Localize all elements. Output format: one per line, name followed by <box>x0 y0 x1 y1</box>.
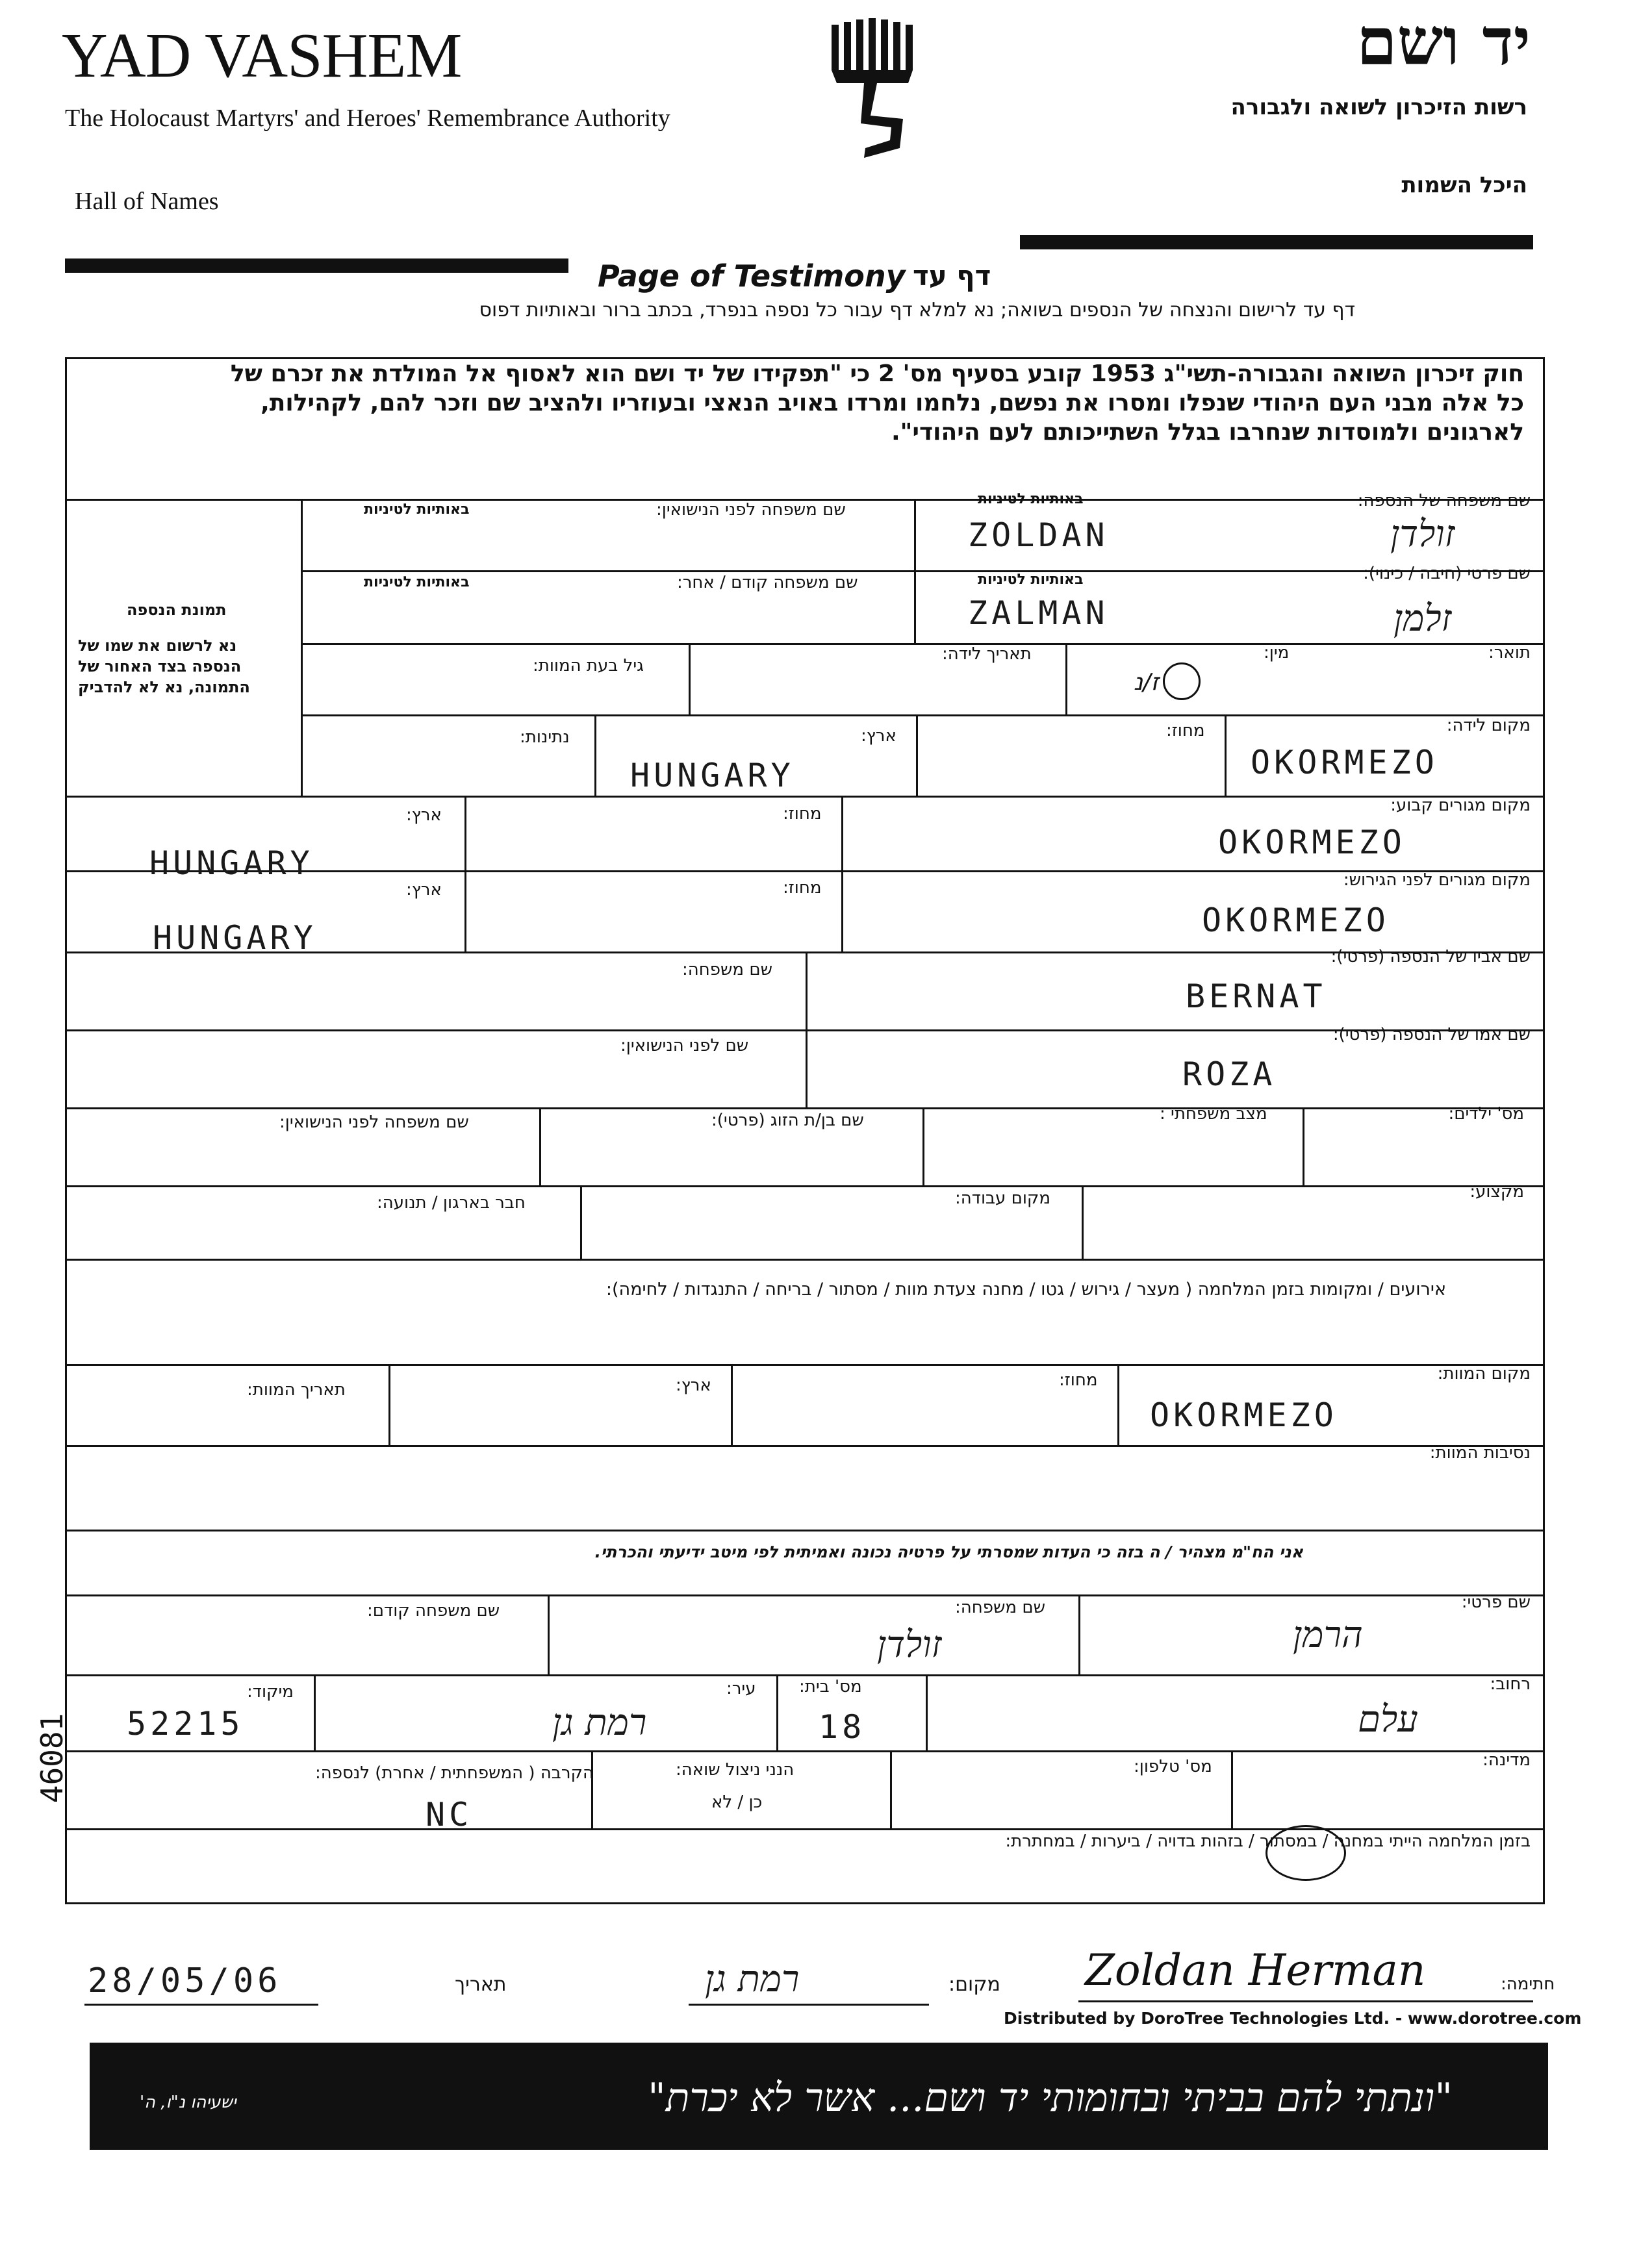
label-workplace: מקום עבודה: <box>955 1189 1051 1208</box>
label-wartime-events: אירועים / ומקומות בזמן המלחמה ( מעצר / גירוש / גטו / מחנה צעדת מוות / מסתור / בריחה / התנגדות / לחימה): <box>605 1279 1446 1300</box>
value-surname-he[interactable]: זולדן <box>1390 513 1455 555</box>
value-sub-surname[interactable]: זולדן <box>877 1624 942 1666</box>
label-death-circumstances: נסיבות המוות: <box>1429 1443 1531 1463</box>
label-sub-surname: שם משפחה: <box>955 1598 1045 1617</box>
label-country-2: ארץ: <box>406 805 442 825</box>
distributor-note: Distributed by DoroTree Technologies Ltd. - www.dorotree.com <box>1004 2009 1582 2028</box>
value-first-he[interactable]: זלמן <box>1393 598 1452 640</box>
label-signature: חתימה: <box>1501 1974 1555 1994</box>
label-latin-2: באותיות לטיניות <box>364 501 470 518</box>
label-age-at-death: גיל בעת המוות: <box>533 656 644 675</box>
photo-box-text-3: התמונה, נא לא להדביק <box>78 678 250 696</box>
label-first-name: שם פרטי (חיבה / כינוי): <box>1363 564 1531 583</box>
label-during-war: בזמן המלחמה הייתי במחנה / במסתור / בזהות בדויה / ביערות / במחתרת: <box>1005 1832 1531 1851</box>
value-place[interactable]: רמת גן <box>705 1958 800 2000</box>
camp-circle <box>1266 1825 1346 1881</box>
label-maiden-short: שם לפני הנישואין: <box>620 1036 749 1055</box>
value-surname-latin[interactable]: ZOLDAN <box>968 516 1109 554</box>
value-first-latin[interactable]: ZALMAN <box>968 594 1109 632</box>
photo-box-title: תמונת הנספה <box>127 601 227 619</box>
label-state: מדינה: <box>1482 1750 1531 1770</box>
label-num-children: מס' ילדים: <box>1448 1104 1524 1124</box>
label-zip: מיקוד: <box>247 1682 294 1702</box>
label-relation: הקרבה ( המשפחתית / אחרת) לנספה: <box>315 1763 594 1783</box>
gender-circle <box>1163 662 1201 700</box>
label-family-name: שם משפחה: <box>682 960 772 979</box>
value-birth-country[interactable]: HUNGARY <box>630 757 795 794</box>
value-relation[interactable]: NC <box>426 1796 473 1833</box>
label-prev-surname: שם משפחה קודם / אחר: <box>677 573 858 592</box>
value-gender[interactable]: ז/נ <box>1134 669 1160 696</box>
label-latin-3: באותיות לטיניות <box>978 572 1084 588</box>
label-profession: מקצוע: <box>1469 1182 1524 1202</box>
label-permanent-residence: מקום מגורים קבוע: <box>1390 796 1531 815</box>
label-latin-1: באותיות לטיניות <box>978 491 1084 507</box>
label-father-name: שם אביו של הנספה (פרטי): <box>1330 947 1531 966</box>
title-en: Page of Testimony <box>598 258 906 294</box>
label-country-4: ארץ: <box>676 1376 711 1395</box>
label-street: רחוב: <box>1490 1674 1531 1694</box>
label-mother-name: שם אמו של הנספה (פרטי): <box>1332 1025 1531 1044</box>
value-mother[interactable]: ROZA <box>1182 1055 1277 1093</box>
label-maiden-name: שם משפחה לפני הנישואין: <box>656 500 846 520</box>
label-yes-no: כן / לא <box>711 1793 763 1812</box>
value-father[interactable]: BERNAT <box>1186 977 1327 1015</box>
value-street[interactable]: עלם <box>1358 1698 1418 1741</box>
value-prewar-residence[interactable]: OKORMEZO <box>1202 901 1390 939</box>
label-region-1: מחוז: <box>1166 721 1205 740</box>
photo-box-text-1: נא לרשום את שמו של <box>78 636 237 655</box>
label-death-place: מקום המוות: <box>1437 1364 1531 1383</box>
law-text-2: כל אלה מבני העם היהודי שנפלו ומסרו את נפשם, נלחמו ומרדו באויב הנאצי ובעוזריו ולהציב שם וזכר להם, לקהילות, <box>261 390 1524 416</box>
label-survivor: הנני ניצול שואה: <box>676 1760 795 1780</box>
label-marital-status: מצב משפחתי : <box>1160 1104 1267 1124</box>
label-region-3: מחוז: <box>783 878 822 898</box>
label-victim-surname: שם משפחה של הנספה: <box>1357 491 1531 510</box>
org-name-en: YAD VASHEM <box>62 21 462 91</box>
header-rule-right <box>1020 235 1533 249</box>
authority-name-en: The Holocaust Martyrs' and Heroes' Remembrance Authority <box>65 105 670 132</box>
label-birth-place: מקום לידה: <box>1446 716 1531 735</box>
authority-name-he: רשות הזיכרון לשואה ולגבורה <box>1230 94 1527 120</box>
value-residence-country[interactable]: HUNGARY <box>149 844 314 882</box>
hall-name-en: Hall of Names <box>75 188 219 215</box>
label-birth-date: תאריך לידה: <box>942 644 1032 664</box>
law-text-3: לארגונים ולמוסדות שנחרבו בגלל השתייכותם לעם היהודי". <box>891 419 1524 446</box>
label-country-1: ארץ: <box>861 726 897 746</box>
value-residence[interactable]: OKORMEZO <box>1218 824 1406 861</box>
value-zip[interactable]: 52215 <box>127 1705 244 1743</box>
value-signature[interactable]: Zoldan Herman <box>1085 1945 1426 1995</box>
label-nationality: נתינות: <box>520 727 570 747</box>
label-sub-first-name: שם פרטי: <box>1461 1593 1531 1612</box>
label-place: מקום: <box>948 1973 1000 1996</box>
label-phone: מס' טלפון: <box>1134 1757 1212 1776</box>
law-text-1: חוק זיכרון השואה והגבורה-תשי"ג 1953 קובע בסעיף מס' 2 כי "תפקידו של יד ושם הוא לאסוף אל המולדת את זכרם של <box>230 360 1524 387</box>
label-member-org: חבר בארגון / תנועה: <box>377 1193 526 1213</box>
label-region-2: מחוז: <box>783 804 822 824</box>
label-spouse-maiden: שם משפחה לפני הנישואין: <box>279 1113 469 1132</box>
value-date[interactable]: 28/05/06 <box>88 1961 282 2000</box>
value-city[interactable]: רמת גן <box>552 1702 647 1744</box>
footer-source: ישעיהו נ"ו, ה' <box>140 2093 236 2112</box>
photo-box-text-2: הנספה בצד האחור של <box>78 657 242 675</box>
value-sub-first[interactable]: הרמן <box>1293 1614 1363 1656</box>
label-gender: מין: <box>1264 643 1290 662</box>
footer-verse: "ונתתי להם בביתי ובחומותי יד ושם... אשר לא יכרת" <box>648 2075 1453 2121</box>
yad-vashem-logo <box>825 18 922 168</box>
header-rule-left <box>65 258 568 273</box>
label-date: תאריך <box>455 1973 507 1996</box>
label-country-3: ארץ: <box>406 880 442 900</box>
hall-name-he: היכל השמות <box>1401 172 1527 198</box>
margin-number: 46081 <box>34 1713 70 1804</box>
label-spouse-name: שם בן/ת הזוג (פרטי): <box>711 1111 864 1130</box>
value-birth-place[interactable]: OKORMEZO <box>1251 744 1438 781</box>
org-name-he: יד ושם <box>1356 3 1531 80</box>
label-city: עיר: <box>726 1679 756 1698</box>
label-death-date: תאריך המוות: <box>247 1380 346 1400</box>
label-house-no: מס' בית: <box>799 1677 862 1696</box>
label-residence-before-deport: מקום מגורים לפני הגירוש: <box>1343 870 1531 890</box>
value-prewar-country[interactable]: HUNGARY <box>153 919 317 957</box>
label-region-4: מחוז: <box>1059 1370 1098 1390</box>
label-latin-4: באותיות לטיניות <box>364 574 470 590</box>
value-house-no[interactable]: 18 <box>819 1708 866 1746</box>
label-declaration: אני הח"מ מצהיר / ה בזה כי העדות שמסרתי על פרטיה נכונה ואמיתית לפי מיטב ידיעתי והכרתי. <box>594 1543 1303 1561</box>
title-he: דף עד <box>913 260 991 292</box>
label-title: תואר: <box>1488 643 1531 662</box>
instructions: דף עד לרישום והנצחה של הנספים בשואה; נא למלא דף עבור כל נספה בנפרד, בכתב ברור ובאותיות דפוס <box>479 299 1355 321</box>
label-sub-prev-surname: שם משפחה קודם: <box>367 1601 500 1620</box>
value-death-place[interactable]: OKORMEZO <box>1150 1396 1338 1434</box>
